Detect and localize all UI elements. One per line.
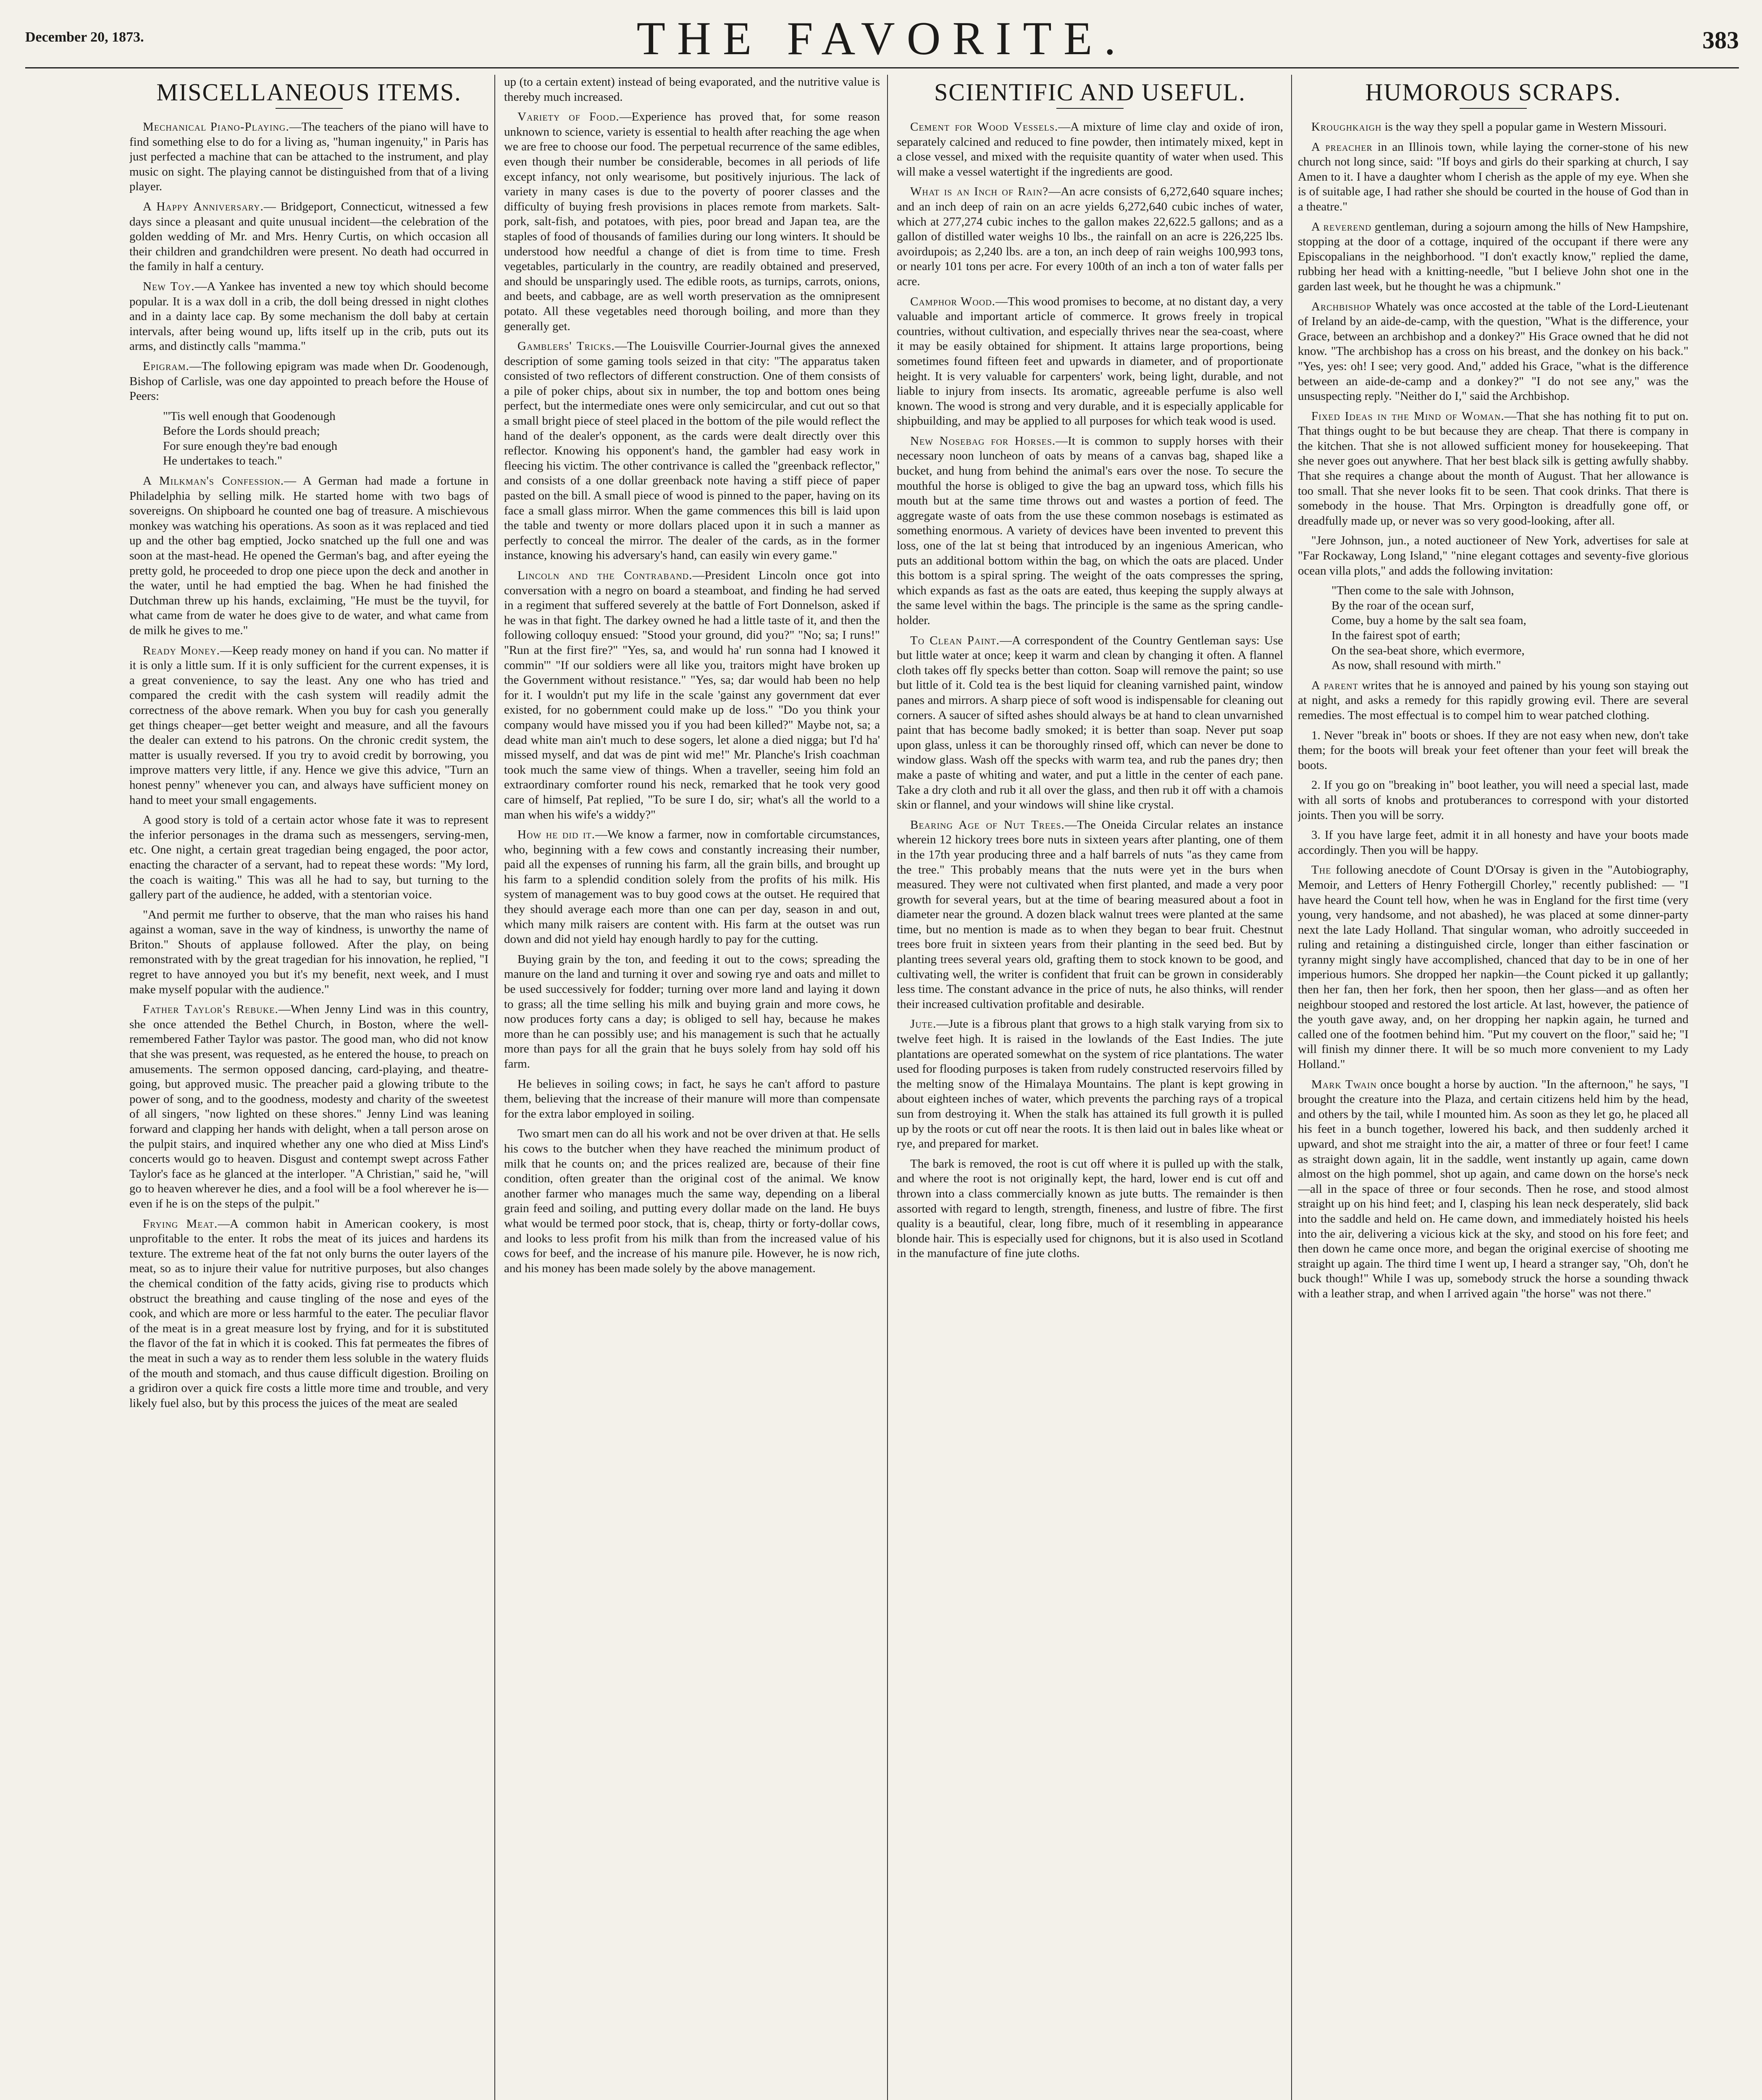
article-body: once bought a horse by auction. "In the afternoon," he says, "I brought the creature into the Plaza, and certain citizens held him by the head, and others by the tail, while I mounted him. As soon as they let go, he placed all his feet in a bunch together, lowered his back, and then suddenly arched it upward, and shot me straight into the air, a matter of three or four feet! I came as straight down again, lit in the saddle, went instantly up again, came down almost on the high pommel, shot up again, and came down on the horse's neck—all in the space of three or four seconds. Then he rose, and stood almost straight up on his hind feet; and I, clasping his lean neck desperately, slid back into the saddle and held on. He came down, and immediately hoisted his heels into the air, delivering a vicious kick at the sky, and stood on his fore feet; and then down he came once more, and began the original exercise of shooting me straight up again. The third time I went up, I heard a stranger say, "Oh, don't he buck though!" While I was up, somebody struck the horse a sounding thwack with a leather strap, and when I arrived again "the horse" was not there.": [1298, 1077, 1688, 1300]
article-actor-story-cont: "And permit me further to observe, that the man who raises his hand against a woman, save in the way of kindness, is unworthy the name of Briton." Shouts of applause followed. After the play, on being remonstrated with by the great tragedian for his innovation, he replied, "I regret to have annoyed you but it's my benefit, next week, and I must make myself popular with the audience.": [129, 908, 488, 996]
article-body: —The Oneida Circular relates an instance wherein 12 hickory trees bore nuts in sixteen years after planting, one of them in the 17th year producing three and a half barrels of nuts "as they came from the tree." This probably means that the nuts were yet in the burs when measured. They were not cultivated when first planted, and made a very poor growth for several years, but at the time of bearing measured about a foot in diameter near the ground. A dozen black walnut trees were planted at the same time, but no mention is made as to when they began to bear fruit. Chestnut trees bore fruit in sixteen years from their planting in the seed bed. But by planting trees several years old, grafting them to stock known to be good, and cultivating well, the writer is confident that fruit can be grown in considerably less time. The constant advance in the price of nuts, he also thinks, will render their increased cultivation profitable and desirable.: [897, 818, 1283, 1011]
scrap-mark-twain: [1298, 1077, 1688, 1302]
article-camphor-wood: [897, 294, 1283, 429]
column-divider: [887, 75, 888, 2100]
article-how-he-did-it-cont: Buying grain by the ton, and feeding it out to the cows; spreading the manure on the land and turning it over and sowing rye and oats and millet to be used successively for fodder; turning over more land and laying it down to grass; all the time selling his milk and buying grain and more cows, he now produces forty cans a day; is obliged to sell hay, because he makes more than he can possibly use; and his management is such that he actually more than pays for all the grain that he buys solely from hay sold off his farm.: [504, 952, 880, 1071]
section-heading-humorous: HUMOROUS SCRAPS.: [1365, 79, 1621, 106]
article-frying-meat-cont: up (to a certain extent) instead of being evaporated, and the nutritive value is thereby much increased.: [504, 75, 880, 104]
article-body: in an Illinois town, while laying the corner-stone of his new church not long since, said: "If boys and girls do their sparking at church, I say Amen to it. I have a daughter whom I cherish as the apple of my eye. When she is of suitable age, I had rather she should be courted in the house of God than in a theatre.": [1298, 140, 1688, 213]
article-lead: To Clean Paint.: [910, 633, 1000, 647]
article-lead: Jute.: [910, 1017, 937, 1031]
scrap-jere-johnson: "Jere Johnson, jun., a noted auctioneer of New York, advertises for sale at "Far Rockaway, Long Island," "nine elegant cottages and seventy-five glorious ocean villa plots," and adds the following invitation:: [1298, 534, 1688, 578]
article-lead: Lincoln and the Contraband.: [517, 569, 693, 582]
article-how-he-did-it: [504, 827, 880, 947]
article-lead: A parent: [1311, 678, 1358, 692]
article-body: —The teachers of the piano will have to find something else to do for a living as, "human ingenuity," in Paris has just perfected a machine that can be attached to the instrument, and play music on sight. The playing cannot be distinguished from that of a living player.: [129, 120, 488, 194]
article-lead: Camphor Wood.: [910, 294, 995, 308]
article-body: —We know a farmer, now in comfortable circumstances, who, beginning with a few cows and constantly increasing their number, paid all the expenses of running his farm, all the grain bills, and brought up his farm to a splendid condition solely from the profits of his milk. His system of management was to buy good cows at the outset. He required that they should average each more than one can per day, season in and out, which many milk raisers are content with. His farm at the outset was run down and did not yield hay enough hardly to pay for the cutting.: [504, 828, 880, 946]
article-lead: Gamblers' Tricks.: [517, 339, 615, 353]
scrap-boots-rule-3: 3. If you have large feet, admit it in all honesty and have your boots made accordingly. Then you will be happy.: [1298, 828, 1688, 857]
article-lead: How he did it.: [517, 828, 595, 842]
article-body: —When Jenny Lind was in this country, she once attended the Bethel Church, in Boston, where the well-remembered Father Taylor was pastor. The good man, who did not know that she was present, was requested, as he entered the house, to preach on amusements. The sermon opposed dancing, card-playing, and theatre-going, but approved music. The preacher paid a glowing tribute to the power of song, and to the goodness, modesty and charity of the sweetest of all singers, "now lighted on these shores." Jenny Lind was leaning forward and clapping her hands with delight, when a tall person arose on the pulpit stairs, and inquired whether any one who died at Miss Lind's concerts would go to heaven. Disgust and contempt swept across Father Taylor's face as he glanced at the interloper. "A Christian," said he, "will go to heaven wherever he dies, and a fool will be a fool wherever he is—even if he is on the steps of the pulpit.": [129, 1003, 488, 1210]
article-epigram: [129, 359, 488, 404]
article-body: —Experience has proved that, for some reason unknown to science, variety is essential to health after reaching the age when we are free to choose our food. The perpetual recurrence of the same edibles, even though their number be considerable, becomes in all periods of life except infancy, not only wearisome, but positively injurious. The lack of variety in many cases is due to the poverty of poorer classes and the difficulty of buying fresh provisions in places remote from markets. Salt-pork, salt-fish, and potatoes, with pies, poor bread and Japan tea, are the staples of food of thousands of families during our long winters. It should be understood how needful a change of diet is from time to time. Fresh vegetables, particularly in the country, are readily obtained and preserved, and should be unsparingly used. The edible roots, as turnips, carrots, onions, and beets, and cabbage, are as well worth preservation as the omnipresent potato. All these vegetables need thorough boiling, and more than they generally get.: [504, 110, 880, 333]
scrap-fixed-ideas: [1298, 409, 1688, 529]
article-lead: Kroughkaigh: [1311, 120, 1382, 134]
column-divider: [1291, 75, 1292, 2100]
article-body: —This wood promises to become, at no distant day, a very valuable and important article of commerce. It grows freely in tropical countries, without cultivation, and especially thrives near the sea-coast, where it may be easily obtained for shipment. It attains large proportions, being sometimes found fifteen feet and upwards in diameter, and of proportionate height. It is very valuable for carpenters' work, being light, durable, and not liable to injury from insects. Its aromatic, agreeable perfume is also well known. The wood is strong and very durable, and it is especially applicable for shipbuilding, and may be applied to all purposes for which teak wood is used.: [897, 294, 1283, 428]
article-lead: A reverend: [1311, 220, 1372, 234]
article-lead: Bearing Age of Nut Trees.: [910, 818, 1065, 832]
article-lead: New Nosebag for Horses.: [910, 434, 1056, 448]
article-body: writes that he is annoyed and pained by his young son staying out at night, and asks a remedy for this rapidly growing evil. There are several remedies. The most effectual is to compel him to wear patched clothing.: [1298, 678, 1688, 722]
column-humorous: [1298, 75, 1688, 2100]
article-lead: A preacher: [1311, 140, 1373, 154]
section-heading-miscellaneous: MISCELLANEOUS ITEMS.: [156, 79, 462, 106]
article-body: is the way they spell a popular game in Western Missouri.: [1384, 120, 1667, 134]
article-body: —President Lincoln once got into conversation with a negro on board a steamboat, and finding he had served in a regiment that suffered severely at the battle of Fort Donnelson, asked if he was in that fight. The darkey owned he had a little taste of it, and then the following colloquy ensued: "Stood your ground, did you?" "No; sa; I runs!" "Run at the first fire?" "Yes, sa, and would ha' run sonna had I knowed it commin'" "If our soldiers were all like you, traitors might have broken up the Government without resistance." "Yes, sa; dar would hab been no help for it. I wouldn't put my life in the scale 'gainst any government dat ever existed, for no gobernment could make up de loss." "Do you think your company would have missed you if you had been killed?" Maybe not, sa; a dead white man ain't much to dese sogers, let alone a died nigga; but I'd ha' missed myself, and dat was de pint wid me!" Mr. Planche's Irish coachman took much the same view of things. When a traveller, seeing him fold an extraordinary comforter round his neck, remarked that he took very good care of himself, Pat replied, "To be sure I do, sir; what's all the world to a man when his wife's a widdy?": [504, 569, 880, 822]
article-body: gentleman, during a sojourn among the hills of New Hampshire, stopping at the door of a cottage, inquired of the occupant if there were any Episcopalians in the neighborhood. "I don't exactly know," replied the dame, rubbing her head with a knitting-needle, "but I believe John shot one in the garden last week, but he thought he was a chipmunk.": [1298, 220, 1688, 293]
scrap-boots-rule-1: 1. Never "break in" boots or shoes. If they are not easy when new, don't take them; for the boots will break your feet oftener than your feet will break the boots.: [1298, 728, 1688, 772]
article-lead: What is an Inch of Rain?: [910, 185, 1049, 199]
column-divider: [494, 75, 495, 2100]
article-body: —Jute is a fibrous plant that grows to a high stalk varying from six to twelve feet high. It is raised in the lowlands of the East Indies. The jute plantations are operated somewhat on the system of rice plantations. The water used for flooding purposes is taken from rudely constructed reservoirs filled by the melting snow of the Himalaya Mountains. The plant is kept growing in about eighteen inches of water, which prevents the parching rays of a tropical sun from destroying it. When the stalk has attained its full growth it is pulled up by the roots or cut off near the roots. It is then laid out in bales like wheat or rye, and prepared for market.: [897, 1017, 1283, 1151]
article-lead: Ready Money.: [143, 643, 220, 657]
article-body: —It is common to supply horses with their necessary noon luncheon of oats by means of a canvas bag, shaped like a bucket, and hung from behind the animal's ears over the nose. To secure the mouthful the horse is obliged to give the bag an upward toss, which fills his mouth but at the same time throws out and wastes a portion of feed. The aggregate waste of oats from the use these common nosebags is estimated as something enormous. A variety of devices have been invented to prevent this loss, one of the lat st being that introduced by an ingenious American, who puts an additional bottom within the bag, on which the oats are placed. Under this bottom is a spiral spring. The weight of the oats compresses the spring, which expands as fast as the oats are eated, thus keeping the supply always at the same level within the bags. The principle is the same as the spring candle-holder.: [897, 434, 1283, 627]
article-milkman-confession: [129, 474, 488, 638]
article-body: Whately was once accosted at the table of the Lord-Lieutenant of Ireland by an aide-de-camp, with the question, "What is the difference, your Grace, between an archbishop and a donkey?" His Grace owned that he did not know. "The archbishop has a cross on his breast, and the donkey on his back." "Yes, yes: oh! I see; very good. And," added his Grace, "what is the difference between an aide-de-camp and a donkey?" "I do not see any," was the unsuspecting reply. "Neither do I," said the Archbishop.: [1298, 299, 1688, 403]
article-lead: Father Taylor's Rebuke.: [143, 1003, 278, 1016]
article-lead: Fixed Ideas in the Mind of Woman.: [1311, 409, 1505, 423]
scrap-boots-rule-2: 2. If you go on "breaking in" boot leather, you will need a special last, made with all sorts of knobs and protuberances to correspond with your distorted joints. Then you will be sorry.: [1298, 778, 1688, 822]
article-body: —A common habit in American cookery, is most unprofitable to the enter. It robs the meat of its juices and hardens its texture. The extreme heat of the fat not only burns the outer layers of the meat, so as to injure their value for nutritive purposes, but also changes the chemical condition of the fatty acids, giving rise to products which obstruct the breathing and cause tingling of the nose and eyes of the cook, and which are more or less harmful to the eater. The peculiar flavor of the meat is in a great measure lost by frying, and for it is substituted the flavor of the fat in which it is cooked. This fat permeates the fibres of the meat in such a way as to render them less soluble in the watery fluids of the mouth and stomach, and thus cause difficult digestion. Broiling on a gridiron over a quick fire costs a little more time and trouble, and very likely fuel also, but by this process the juices of the meat are sealed: [129, 1217, 488, 1410]
article-piano-playing: [129, 120, 488, 194]
article-nosebag: [897, 434, 1283, 628]
masthead: [25, 0, 1739, 63]
article-nut-trees: [897, 818, 1283, 1012]
issue-date: December 20, 1873.: [25, 29, 144, 45]
heading-rule: [276, 108, 343, 109]
epigram-verse: "'Tis well enough that Goodenough Before the Lords should preach; For sure enough they're bad enough He undertakes to teach.": [163, 409, 338, 468]
article-lead: New Toy.: [143, 279, 195, 293]
article-jute: [897, 1017, 1283, 1151]
article-frying-meat: [129, 1217, 488, 1411]
article-clean-paint: [897, 633, 1283, 813]
article-lead: Variety of Food.: [517, 110, 620, 124]
article-lead: Archbishop: [1311, 299, 1372, 313]
article-inch-of-rain: [897, 184, 1283, 289]
scrap-archbishop: [1298, 299, 1688, 404]
scrap-preacher: [1298, 140, 1688, 215]
article-cement: [897, 120, 1283, 179]
auction-verse: "Then come to the sale with Johnson, By the roar of the ocean surf, Come, buy a home by the salt sea foam, In the fairest spot of earth; On the sea-beat shore, which evermore, As now, shall resound with mirth.": [1331, 584, 1526, 672]
article-actor-story: A good story is told of a certain actor whose fate it was to represent the inferior personages in the drama such as messengers, serving-men, etc. One night, a certain great tragedian being engaged, the poor actor, enacting the character of a servant, had to repeat these words: "My lord, the coach is waiting." This was all he had to say, but turning to the gallery part of the audience, he added, with a stentorian voice.: [129, 813, 488, 902]
article-how-he-did-it-cont: He believes in soiling cows; in fact, he says he can't afford to pasture them, believing that the increase of their manure will more than compensate for the extra labor employed in soiling.: [504, 1077, 880, 1121]
article-lincoln-contraband: [504, 568, 880, 822]
article-body: —A Yankee has invented a new toy which should become popular. It is a wax doll in a crib, the doll being dressed in night clothes and in a dainty lace cap. By some mechanism the doll baby at certain intervals, after being wound up, lifts itself up in the crib, puts out its arms, and distinctly calls "mamma.": [129, 279, 488, 353]
article-body: —That she has nothing fit to put on. That things ought to be but because they are cheap. That there is company in the kitchen. That she is not allowed sufficient money for housekeeping. That she never goes out anywhere. That her best black silk is getting awfully shabby. That she requires a change about the month of August. That her allowance is too small. That she never looks fit to be seen. That cook drinks. That there is somebody in the house. That Mrs. Orpington is dreadfully gone off, or dreadfully made up, or never was so very good-looking, after all.: [1298, 409, 1688, 528]
article-lead: Frying Meat.: [143, 1217, 218, 1231]
article-body: —The Louisville Courrier-Journal gives the annexed description of some gaming tools seized in that city: "The apparatus taken consisted of two reflectors of different construction. One of them consists of a pile of poker chips, about six in number, the top and bottom ones being perfect, but the intermediate ones were only semicircular, and cut out so that a small bright piece of steel placed in the bottom of the pile would reflect the hand of the dealer's opponent, as the cards were dealt directly over this reflector. Knowing his opponent's hand, the gambler had easy work in fleecing his victim. The other contrivance is called the "greenback reflector," and consists of a one dollar greenback note having a stiff piece of paper pasted on the bill. A small piece of wood is pinned to the paper, having on its face a small glass mirror. When the game commences this bill is laid upon the table and twenty or more dollars placed upon it in such a manner as perfectly to conceal the mirror. The dealer of the cards, as in the former instance, knowing his adversary's hand, can easily win every game.": [504, 339, 880, 562]
heading-rule: [1460, 108, 1527, 109]
page-number: 383: [1702, 26, 1739, 54]
article-gamblers-tricks: [504, 339, 880, 563]
article-how-he-did-it-cont: Two smart men can do all his work and not be over driven at that. He sells his cows to the butcher when they have reached the minimum product of milk that he counts on; and the prices realized are, because of their fine condition, often greater than the original cost of the animal. We know another farmer who manages much the same way, depending on a liberal grain feed and soiling, and putting every dollar made on the land. He buys what would be termed poor stock, that is, cheap, thirty or forty-dollar cows, and looks to less profit from his milk than from the increased value of his cows for beef, and the increase of his manure pile. However, he is now rich, and his money has been made solely by the above management.: [504, 1127, 880, 1275]
masthead-rule: [25, 67, 1739, 68]
article-lead: Mark Twain: [1311, 1077, 1377, 1091]
article-body: —Keep ready money on hand if you can. No matter if it is only a little sum. If it is only sufficient for the current expenses, it is a great convenience, to say the least. Any one who has tried and compared the credit with the cash system will readily admit the correctness of the above remark. When you buy for cash you generally get things cheaper—get better weight and measure, and all the favours the dealer can extend to his patrons. On the chronic credit system, the matter is usually reversed. If you try to avoid credit by borrowing, you improve matters very little, if any. Hence we give this advice, "Turn an honest penny" whenever you can, and always have sufficient money on hand to meet your small engagements.: [129, 643, 488, 807]
scrap-kroughkaigh: [1298, 120, 1688, 135]
article-body: — A German had made a fortune in Philadelphia by selling milk. He started home with two bags of sovereigns. On shipboard he counted one bag of treasure. A mischievous monkey was watching his operations. As soon as it was replaced and tied up and the other bag emptied, Jocko snatched up the full one and was soon at the mast-head. He opened the German's bag, and after eyeing the pretty gold, he proceeded to drop one piece upon the deck and another in the water, until he had emptied the bag. When he had finished the Dutchman threw up his hands, exclaiming, "He must be the tuyvil, for what came from de water he does give to de water, and what came from de milk he gives to me.": [129, 474, 488, 637]
scrap-count-dorsay: [1298, 863, 1688, 1072]
column-miscellaneous: [129, 75, 488, 2100]
section-heading-scientific: SCIENTIFIC AND USEFUL.: [934, 79, 1246, 106]
article-lead: A Milkman's Confession.: [143, 474, 284, 488]
article-ready-money: [129, 643, 488, 808]
article-body: following anecdote of Count D'Orsay is given in the "Autobiography, Memoir, and Letters of Henry Fothergill Chorley," recently published: — "I have heard the Count tell how, when he was in England for the first time (very young, very handsome, and not abashed), he was placed at some dinner-party next the late Lady Holland. That singular woman, who adroitly succeeded in ruling and retaining a distinguished circle, longer than either fascination or tyranny might singly have accomplished, chanced that day to be in one of her imperious humors. She dropped her napkin—the Count picked it up gallantly; then her fan, then her fork, then her spoon, then her glass—and as often her neighbour stooped and restored the lost article. At last, however, the patience of the youth gave away, and, on her dropping her napkin again, he turned and called one of the footmen behind him. "Put my couvert on the floor," said he; "I will finish my dinner there. It will be so much more convenient to my Lady Holland.": [1298, 863, 1688, 1071]
article-body: —A mixture of lime clay and oxide of iron, separately calcined and reduced to fine powder, then intimately mixed, kept in a close vessel, and mixed with the requisite quantity of water when used. This will make a vessel watertight if the ingredients are good.: [897, 120, 1283, 178]
article-body: —The following epigram was made when Dr. Goodenough, Bishop of Carlisle, was one day appointed to preach before the House of Peers:: [129, 359, 488, 403]
heading-rule: [1056, 108, 1124, 109]
column-scientific: [897, 75, 1283, 2100]
column-miscellaneous-cont: [504, 75, 880, 2100]
article-body: —A correspondent of the Country Gentleman says: Use but little water at once; keep it warm and clean by changing it often. A flannel cloth takes off fly specks better than cotton. Soap will remove the paint; so use but little of it. Cold tea is the best liquid for cleaning varnished paint, window panes and mirrors. A sharp piece of soft wood is indispensable for cleaning out corners. A saucer of sifted ashes should always be at hand to clean unvarnished paint that has become badly smoked; it is better than soap. Never put soap upon glass, unless it can be thoroughly rinsed off, which can never be done to window glass. Wash off the specks with warm tea, and rub the panes dry; then make a paste of whiting and water, and put a little in the center of each pane. Take a dry cloth and rub it all over the glass, and then rub it off with a chamois skin or flannel, and your windows will shine like crystal.: [897, 633, 1283, 812]
article-lead: Mechanical Piano-Playing.: [143, 120, 289, 134]
article-variety-of-food: [504, 110, 880, 334]
article-lead: The: [1311, 863, 1331, 877]
scrap-parent: [1298, 678, 1688, 723]
article-new-toy: [129, 279, 488, 354]
article-lead: Epigram.: [143, 359, 189, 373]
article-jute-cont: The bark is removed, the root is cut off where it is pulled up with the stalk, and where the root is not originally kept, the hard, lower end is cut off and thrown into a class commercially known as jute butts. The remainder is then assorted with regard to length, strength, fineness, and lustre of fibre. The first quality is a beautiful, clear, long fibre, much of it resembling in appearance blonde hair. This is especially used for chignons, but it is also used in Scotland in the manufacture of fine jute cloths.: [897, 1157, 1283, 1260]
newspaper-title: THE FAVORITE.: [636, 13, 1128, 65]
scrap-reverend: [1298, 220, 1688, 294]
article-lead: A Happy Anniversary.: [143, 200, 264, 213]
article-happy-anniversary: [129, 200, 488, 274]
article-father-taylor: [129, 1002, 488, 1211]
article-lead: Cement for Wood Vessels.: [910, 120, 1058, 134]
article-body: —An acre consists of 6,272,640 square inches; and an inch deep of rain on an acre yields 6,272,640 cubic inches of water, which at 277,274 cubic inches to the gallon makes 22,622.5 gallons; and as a gallon of distilled water weighs 10 lbs., the rainfall on an acre is 226,225 lbs. avoirdupois; as 2,240 lbs. are a ton, an inch deep of rain weighs 100,993 tons, or nearly 101 tons per acre. For every 100th of an inch a ton of water falls per acre.: [897, 185, 1283, 288]
article-body: — Bridgeport, Connecticut, witnessed a few days since a pleasant and quite unusual incident—the celebration of the golden wedding of Mr. and Mrs. Henry Curtis, on which occasion all their children and grandchildren were present. No death had occurred in the family in half a century.: [129, 200, 488, 273]
